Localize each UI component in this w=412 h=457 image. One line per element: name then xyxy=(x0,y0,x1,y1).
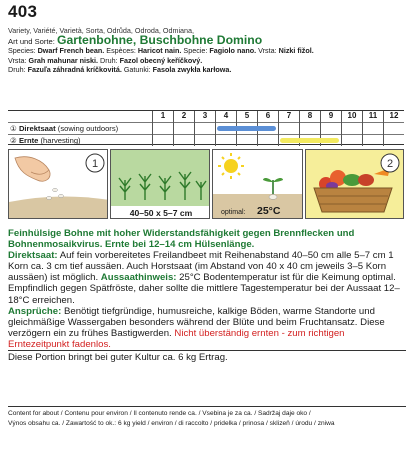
title-line xyxy=(8,32,404,47)
footer-content-note xyxy=(8,406,406,428)
direktsaat-label: Direktsaat: xyxy=(8,250,58,262)
sprout-sun-icon xyxy=(213,150,303,219)
species-value: Fazuľa záhradná kríčkovitá. xyxy=(27,65,122,75)
vegetable-basket-icon xyxy=(306,150,404,219)
footer-line-2: Výnos obsahu ca. / Zawartość to ok.: 6 kg yield / environ / di raccolto / pridelka / prinosa / sklizeň / úrodu / zniwa xyxy=(8,419,335,427)
calendar-month-4: 4 xyxy=(215,111,236,122)
species-label: Espèces: xyxy=(106,46,136,56)
calendar-month-1: 1 xyxy=(152,111,173,122)
spacing-label: 40–50 x 5–7 cm xyxy=(129,208,193,218)
temperature-prefix: optimal: xyxy=(221,209,246,216)
species-value: Nizki fižol. xyxy=(278,46,314,56)
step-badge-number: 1 xyxy=(91,158,99,170)
sowing-marker: ① xyxy=(10,124,17,133)
variety-title: Gartenbohne, Buschbohne Domino xyxy=(56,32,263,47)
calendar-month-10: 10 xyxy=(341,111,362,122)
species-label: Druh: xyxy=(100,55,118,65)
sowing-label: Direktsaat xyxy=(18,124,56,133)
ansprueche-text: Benötigt tiefgründige, humusreiche, kalkige Böden, warme Standorte und gleichmäßige Wassergaben besonders während der Blüte und beim Fruchtansatz. Diese verzögern ein zu frühes Bastigwerden. xyxy=(8,305,385,339)
species-label: Gatunki: xyxy=(123,65,151,75)
species-label: Species: xyxy=(8,46,36,56)
harvest-marker: ② xyxy=(10,136,17,145)
calendar-column-line xyxy=(194,122,215,146)
species-value: Haricot nain. xyxy=(137,46,182,56)
aussaat-text: 25°C Bodentemperatur ist für die Keimung optimal. Empfindlich gegen Spätfröste, daher sollte die mittlere Tagestemperatur bei der Aussaat 12–18°C erreichen. xyxy=(8,272,400,306)
calendar-month-8: 8 xyxy=(299,111,320,122)
languages-line: Variety, Variété, Varietà, Sorta, Odrůda, Odroda, Odmiana, xyxy=(8,26,195,35)
harvest-label: Ernte xyxy=(18,136,39,145)
calendar-column-line xyxy=(362,122,383,146)
harvest-note: (harvesting) xyxy=(40,136,81,145)
calendar-column-line xyxy=(152,122,173,146)
seedlings-icon xyxy=(111,150,210,219)
art-prefix: Art und Sorte: xyxy=(8,36,55,46)
calendar-row-harvest xyxy=(10,136,81,145)
ansprueche-label: Ansprüche: xyxy=(8,305,62,317)
footer-line-1: Content for about / Contenu pour environ / Il contenuto rende ca. / Vsebina je za ca. / Sadržaj daje oko / xyxy=(8,410,311,417)
sowing-note: (sowing outdoors) xyxy=(57,124,119,133)
calendar-month-7: 7 xyxy=(278,111,299,122)
species-value: Fagiolo nano. xyxy=(209,46,257,56)
species-value: Dwarf French bean. xyxy=(37,46,105,56)
calendar-month-3: 3 xyxy=(194,111,215,122)
calendar-column-line xyxy=(341,122,362,146)
calendar-month-9: 9 xyxy=(320,111,341,122)
species-line-1 xyxy=(8,46,404,56)
species-label: Vrsta: xyxy=(8,55,27,65)
variety-header xyxy=(8,26,404,75)
temperature-value: 25°C xyxy=(257,205,281,217)
direktsaat-text: Auf fein vorbereitetes Freilandbeet mit Reihenabstand 40–50 cm alle 5–7 cm 1 Korn ca. 3 cm tief aussäen. Auch Horstsaat (im Abstand von 40 x 40 cm jeweils 3–5 Korn aussäen) ist möglich. xyxy=(8,250,394,284)
aussaat-label: Aussaathinweis: xyxy=(100,272,177,284)
species-label: Druh: xyxy=(8,65,26,75)
calendar-row-sowing xyxy=(10,124,118,133)
species-label: Vrsta: xyxy=(258,46,277,56)
calendar-month-5: 5 xyxy=(236,111,257,122)
species-value: Fazol obecný keříčkový. xyxy=(119,55,203,65)
sowing-hand-icon xyxy=(9,150,108,219)
yield-line: Diese Portion bringt bei guter Kultur ca. 6 kg Ertrag. xyxy=(8,350,406,363)
step-badge-number: 2 xyxy=(386,158,394,170)
direktsaat-paragraph xyxy=(8,250,406,305)
calendar-month-12: 12 xyxy=(383,111,404,122)
species-value: Grah mahunar niski. xyxy=(28,55,99,65)
harvest-period-bar xyxy=(280,138,339,143)
calendar-column-line xyxy=(173,122,194,146)
calendar-month-2: 2 xyxy=(173,111,194,122)
species-line-2 xyxy=(8,56,404,66)
description xyxy=(8,228,406,363)
description-intro: Feinhülsige Bohne mit hoher Widerstandsfähigkeit gegen Brennflecken und Bohnenmosaikvirus. Ernte bei 12–14 cm Hülsenlänge. xyxy=(8,228,355,251)
illustration-harvest xyxy=(305,149,404,219)
species-value: Fasola zwykła karłowa. xyxy=(152,65,232,75)
product-code: 403 xyxy=(8,2,38,21)
species-label: Specie: xyxy=(183,46,208,56)
calendar-month-6: 6 xyxy=(257,111,278,122)
calendar-month-11: 11 xyxy=(362,111,383,122)
ansprueche-paragraph xyxy=(8,306,406,350)
calendar-column-line xyxy=(383,122,404,146)
illustration-sowing xyxy=(8,149,108,219)
species-line-3 xyxy=(8,65,404,75)
sowing-calendar xyxy=(8,110,404,145)
sowing-period-bar xyxy=(217,126,276,131)
harvest-warning: Nicht überständig ernten - zum richtigen Erntezeitpunkt fadenlos. xyxy=(8,327,345,350)
illustration-spacing xyxy=(110,149,210,219)
illustration-temperature xyxy=(212,149,303,219)
